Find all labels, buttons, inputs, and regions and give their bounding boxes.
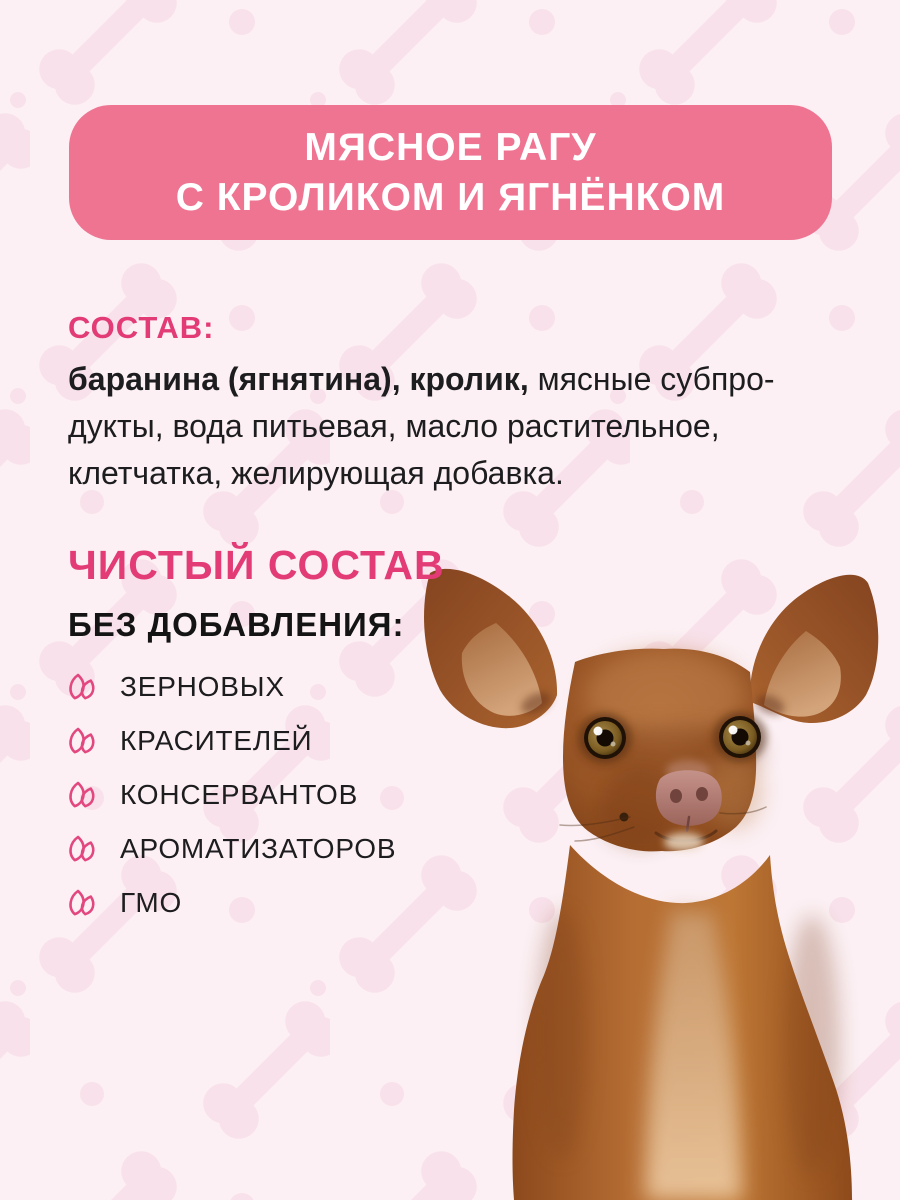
list-item-gmo [66, 876, 396, 930]
toy-terrier-dog-photo [420, 555, 890, 1200]
petal-leaf-icon [66, 671, 98, 703]
petal-leaf-icon [66, 725, 98, 757]
clean-composition-heading: ЧИСТЫЙ СОСТАВ [68, 542, 445, 588]
petal-leaf-icon [66, 833, 98, 865]
list-item-label: КРАСИТЕЛЕЙ [120, 725, 313, 756]
product-title-banner [69, 105, 832, 240]
product-title-line2: С КРОЛИКОМ И ЯГНЁНКОМ [175, 175, 726, 219]
composition-text [68, 356, 854, 497]
no-additives-list [66, 660, 396, 930]
no-additives-heading: БЕЗ ДОБАВЛЕНИЯ: [68, 606, 405, 643]
dog-left-eye [578, 713, 632, 763]
list-item-label: ЗЕРНОВЫХ [120, 671, 285, 702]
list-item-colorants [66, 714, 396, 768]
petal-leaf-icon [66, 887, 98, 919]
composition-heading: СОСТАВ: [68, 310, 215, 345]
product-title-line1: МЯСНОЕ РАГУ [304, 125, 597, 169]
list-item-grains [66, 660, 396, 714]
list-item-flavorings [66, 822, 396, 876]
list-item-label: ГМО [120, 887, 183, 918]
list-item-label: КОНСЕРВАНТОВ [120, 779, 359, 810]
list-item-preservatives [66, 768, 396, 822]
dog-right-eye [713, 712, 767, 762]
list-item-label: АРОМАТИЗАТОРОВ [120, 833, 397, 864]
composition-other-ingredients: мясные субпродукты, вода питьевая, масло растительное, клетчатка, желирующая добавка. [68, 361, 775, 491]
composition-main-ingredients: баранина (ягнятина), кролик, [68, 361, 529, 397]
petal-leaf-icon [66, 779, 98, 811]
